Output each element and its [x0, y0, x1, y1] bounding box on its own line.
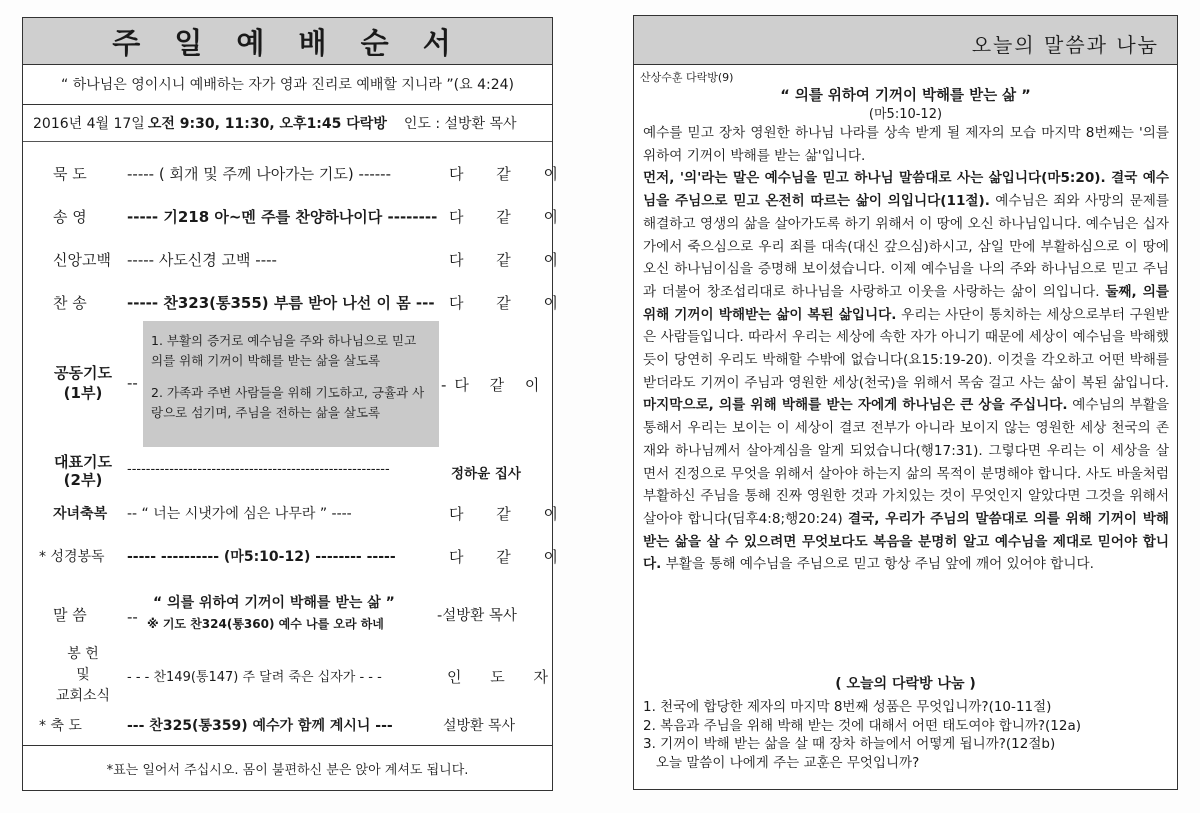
word-header	[634, 16, 1177, 65]
prayer2-name: 대표기도 (2부)	[54, 453, 112, 489]
prayer-topics-box	[143, 321, 439, 447]
sermon-hymn: ※ 기도 찬324(통360) 예수 나를 오라 하네	[147, 617, 384, 631]
order-desc: ----- 찬323(통355) 부름 받아 나선 이 몸 ---	[127, 294, 435, 312]
order-desc: ----- 사도신경 고백 ----	[127, 251, 277, 269]
order-leader: 다 같 이	[449, 548, 573, 566]
order-name: 묵 도	[53, 165, 87, 183]
offering-name: 봉 헌 및 교회소식	[55, 646, 111, 704]
order-desc: ----- ( 회개 및 주께 나아가는 기도) ------	[127, 165, 392, 183]
scripture-ref: (마5:10-12)	[868, 107, 943, 122]
sermon-body	[643, 122, 1169, 576]
service-date-line	[23, 104, 552, 142]
paragraph: 우리는 사단이 통치하는 세상으로부터 구원받은 사람들입니다. 따라서 우리는 세상에 속한 자가 아니기 때문에 세상이 예수님을 박해했듯이 당연히 우리도 박해할 수밖에 없습니다(요15:19-20). 이것을 각오하고 어떤 박해를 받더라도 기꺼이 주님과 영원한 세상(천국)을 위해서 목숨 걸고 사는 삶이 복된 삶입니다.	[643, 306, 1170, 391]
paragraph: 부활을 통해 예수님을 주님으로 믿고 항상 주님 앞에 깨어 있어야 합니다.	[661, 556, 1094, 573]
discussion-title: ( 오늘의 다락방 나눔 )	[835, 676, 976, 692]
sermon-title: “ 의를 위하여 기꺼이 박해를 받는 삶 ”	[780, 88, 1031, 104]
sermon-title: “ 의를 위하여 기꺼이 박해를 받는 삶 ”	[153, 595, 395, 611]
order-name: * 성경봉독	[39, 549, 105, 565]
paragraph: 예수님의 부활을 통해서 우리는 보이는 이 세상이 결코 전부가 아니라 보이지 않는 영원한 세상 천국의 존재와 하나님께서 살아계심을 알게 되었습니다(행17:31). 그렇다면 우리는 이 세상을 살면서 진정으로 무엇을 위해서 살아야 하는지 삶의 목적이 분명해야 합니다. 사도 바울처럼 부활하신 주님을 통해 진짜 영원한 것과 가치있는 것이 무엇인지 알았다면 그것을 위해서 살아야 합니다(딤후4:8;행20:24)	[643, 397, 1169, 527]
order-name: 찬 송	[53, 294, 87, 312]
sermon-leader: -설방환 목사	[437, 608, 517, 624]
todays-word-panel	[633, 15, 1178, 790]
order-desc: ----- ---------- (마5:10-12) -------- -----	[127, 549, 396, 565]
question: 오늘 말씀이 나에게 주는 교훈은 무엇입니까?	[643, 754, 920, 771]
order-name: 송 영	[53, 208, 87, 226]
question: 1. 천국에 합당한 제자의 마지막 8번째 성품은 무엇입니까?(10-11절)	[643, 699, 1052, 715]
order-leader: 다 같 이	[449, 165, 573, 183]
offering-leader: 인 도 자	[447, 668, 561, 686]
point-second: 둘째, 의를 위해 기꺼이 박해받는 삶이 복된 삶입니다.	[643, 283, 1169, 323]
series-label: 산상수훈 다락방(9)	[640, 71, 734, 84]
prayer-topic: 1. 부활의 증거로 예수님을 주와 하나님으로 믿고 의를 위해 기꺼이 박해를 받는 삶을 살도록	[151, 333, 417, 368]
service-times: 오전 9:30, 11:30, 오후1:45 다락방	[147, 115, 387, 132]
order-name: * 축 도	[39, 718, 82, 734]
discussion-questions	[643, 698, 1081, 772]
order-desc: -- “ 너는 시냇가에 심은 나무라 ” ----	[127, 506, 352, 522]
prayer1-dash: --	[127, 374, 138, 392]
point-last: 마지막으로, 의를 위해 박해를 받는 자에게 하나님은 큰 상을 주십니다.	[643, 397, 1068, 414]
question: 3. 기꺼이 박해 받는 삶을 살 때 장차 하늘에서 어떻게 됩니까?(12절b)	[643, 736, 1056, 752]
service-date: 2016년 4월 17일	[33, 115, 145, 132]
paragraph: 예수를 믿고 장차 영원한 하나님 나라를 상속 받게 될 제자의 모습 마지막 8번째는 '의를 위하여 기꺼이 박해를 받는 삶'입니다.	[643, 125, 1169, 164]
order-leader: 설방환 목사	[443, 718, 516, 734]
order-name: 신앙고백	[53, 251, 111, 269]
prayer1-leader: -다 같 이	[441, 376, 548, 394]
sermon-dash: --	[127, 608, 138, 626]
prayer1-name: 공동기도 (1부)	[54, 364, 112, 402]
order-leader: 다 같 이	[449, 251, 573, 269]
offering-hymn: - - - 찬149(통147) 주 달려 죽은 십자가 - - -	[127, 670, 382, 685]
conclusion: 결국, 우리가 주님의 말씀대로 의를 위해 기꺼이 박해 받는 삶을 살 수 있으려면 무엇보다도 복음을 분명히 알고 예수님을 제대로 믿어야 합니다.	[643, 510, 1169, 573]
prayer-topic: 2. 가족과 주변 사람들을 위해 기도하고, 긍휼과 사랑으로 섬기며, 주님을 전하는 삶을 살도록	[151, 385, 425, 420]
point-first: 먼저, '의'라는 말은 예수님을 믿고 하나님 말씀대로 사는 삶입니다(마5:20). 결국 예수님을 주님으로 믿고 온전히 따르는 삶이 의입니다(11절).	[643, 170, 1169, 210]
prayer2-leader: 정하윤 집사	[451, 466, 521, 482]
question: 2. 복음과 주님을 위해 박해 받는 것에 대해서 어떤 태도여야 합니까?(12a)	[643, 717, 1082, 734]
worship-order-panel	[22, 17, 573, 791]
paragraph: 예수님은 죄와 사망의 문제를 해결하고 영생의 삶을 살아가도록 하기 위해서 이 땅에 오신 하나님입니다. 예수님은 십자가에서 죽으심으로 우리 죄를 대속(대신 갚으심)하시고, 삼일 만에 부활하심으로 이 땅에 오신 하나님이심을 증명해 보이셨습니다. 이제 예수님을 나의 주와 하나님으로 믿고 주님과 더불어 창조섭리대로 하나님을 사랑하고 이웃을 사랑하는 삶이 의입니다.	[643, 193, 1169, 300]
prayer2-dash: --------------------------------------------------------	[127, 462, 390, 477]
order-desc: ----- 기218 아~멘 주를 찬양하나이다 --------	[127, 208, 438, 226]
order-leader: 다 같 이	[449, 208, 573, 226]
word-header-title: 오늘의 말씀과 나눔	[971, 33, 1159, 57]
order-name: 자녀축복	[53, 506, 108, 522]
order-desc: --- 찬325(통359) 예수가 함께 계시니 ---	[127, 718, 393, 734]
theme-verse: “ 하나님은 영이시니 예배하는 자가 영과 진리로 예배할 지니라 ”(요 4:24)	[23, 64, 552, 105]
service-leader: 인도 : 설방환 목사	[403, 115, 517, 132]
order-leader: 다 같 이	[449, 294, 573, 312]
footnote: *표는 일어서 주십시오. 몸이 불편하신 분은 앉아 계셔도 됩니다.	[23, 745, 552, 790]
order-leader: 다 같 이	[449, 505, 573, 523]
order-name: 말 씀	[53, 606, 87, 624]
worship-title: 주 일 예 배 순 서	[23, 18, 552, 65]
